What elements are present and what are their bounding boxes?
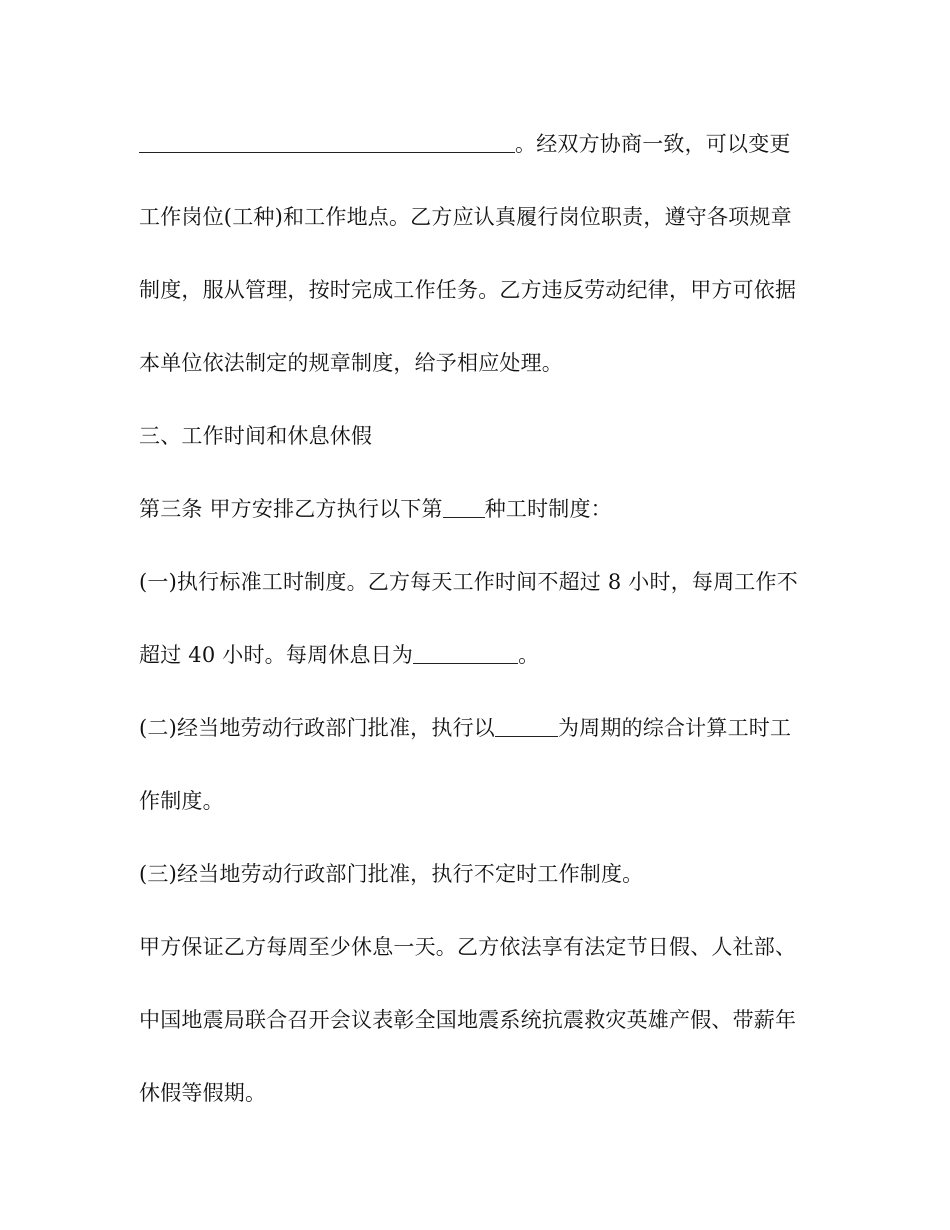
fill-in-blank[interactable] — [139, 132, 515, 153]
line-text: 。经双方协商一致，可以变更 — [515, 132, 791, 156]
clause-two-line-2: 作制度。 — [139, 789, 224, 813]
paragraph-line-12: 甲方保证乙方每周至少休息一天。乙方依法享有法定节日假、人社部、 — [139, 935, 797, 959]
paragraph-line-2: 工作岗位(工种)和工作地点。乙方应认真履行岗位职责，遵守各项规章 — [139, 205, 792, 229]
clause-one-line-1: (一)执行标准工时制度。乙方每天工作时间不超过 8 小时，每周工作不 — [139, 570, 798, 594]
paragraph-line-1 — [139, 130, 829, 158]
paragraph-line-4: 本单位依法制定的规章制度，给予相应处理。 — [139, 351, 563, 375]
clause-one-line-2 — [139, 641, 829, 669]
clause-two-line-1 — [139, 714, 829, 742]
paragraph-line-3: 制度，服从管理，按时完成工作任务。乙方违反劳动纪律，甲方可依据 — [139, 278, 797, 302]
fill-in-blank[interactable] — [413, 643, 518, 664]
clause-three-line: (三)经当地劳动行政部门批准，执行不定时工作制度。 — [139, 862, 644, 886]
line-text: 超过 40 小时。每周休息日为 — [139, 643, 414, 667]
line-text: 种工时制度： — [484, 497, 612, 521]
line-text: (二)经当地劳动行政部门批准，执行以 — [139, 716, 495, 740]
paragraph-line-13: 中国地震局联合召开会议表彰全国地震系统抗震救灾英雄产假、带薪年 — [139, 1008, 797, 1032]
article-three-line — [139, 495, 829, 523]
paragraph-line-14: 休假等假期。 — [139, 1081, 267, 1105]
line-text: 为周期的综合计算工时工 — [557, 716, 792, 740]
fill-in-blank[interactable] — [443, 497, 485, 518]
section-heading: 三、工作时间和休息休假 — [139, 424, 373, 448]
line-text: 第三条 甲方安排乙方执行以下第 — [139, 497, 443, 521]
fill-in-blank[interactable] — [495, 716, 558, 737]
line-text: 。 — [518, 643, 540, 667]
